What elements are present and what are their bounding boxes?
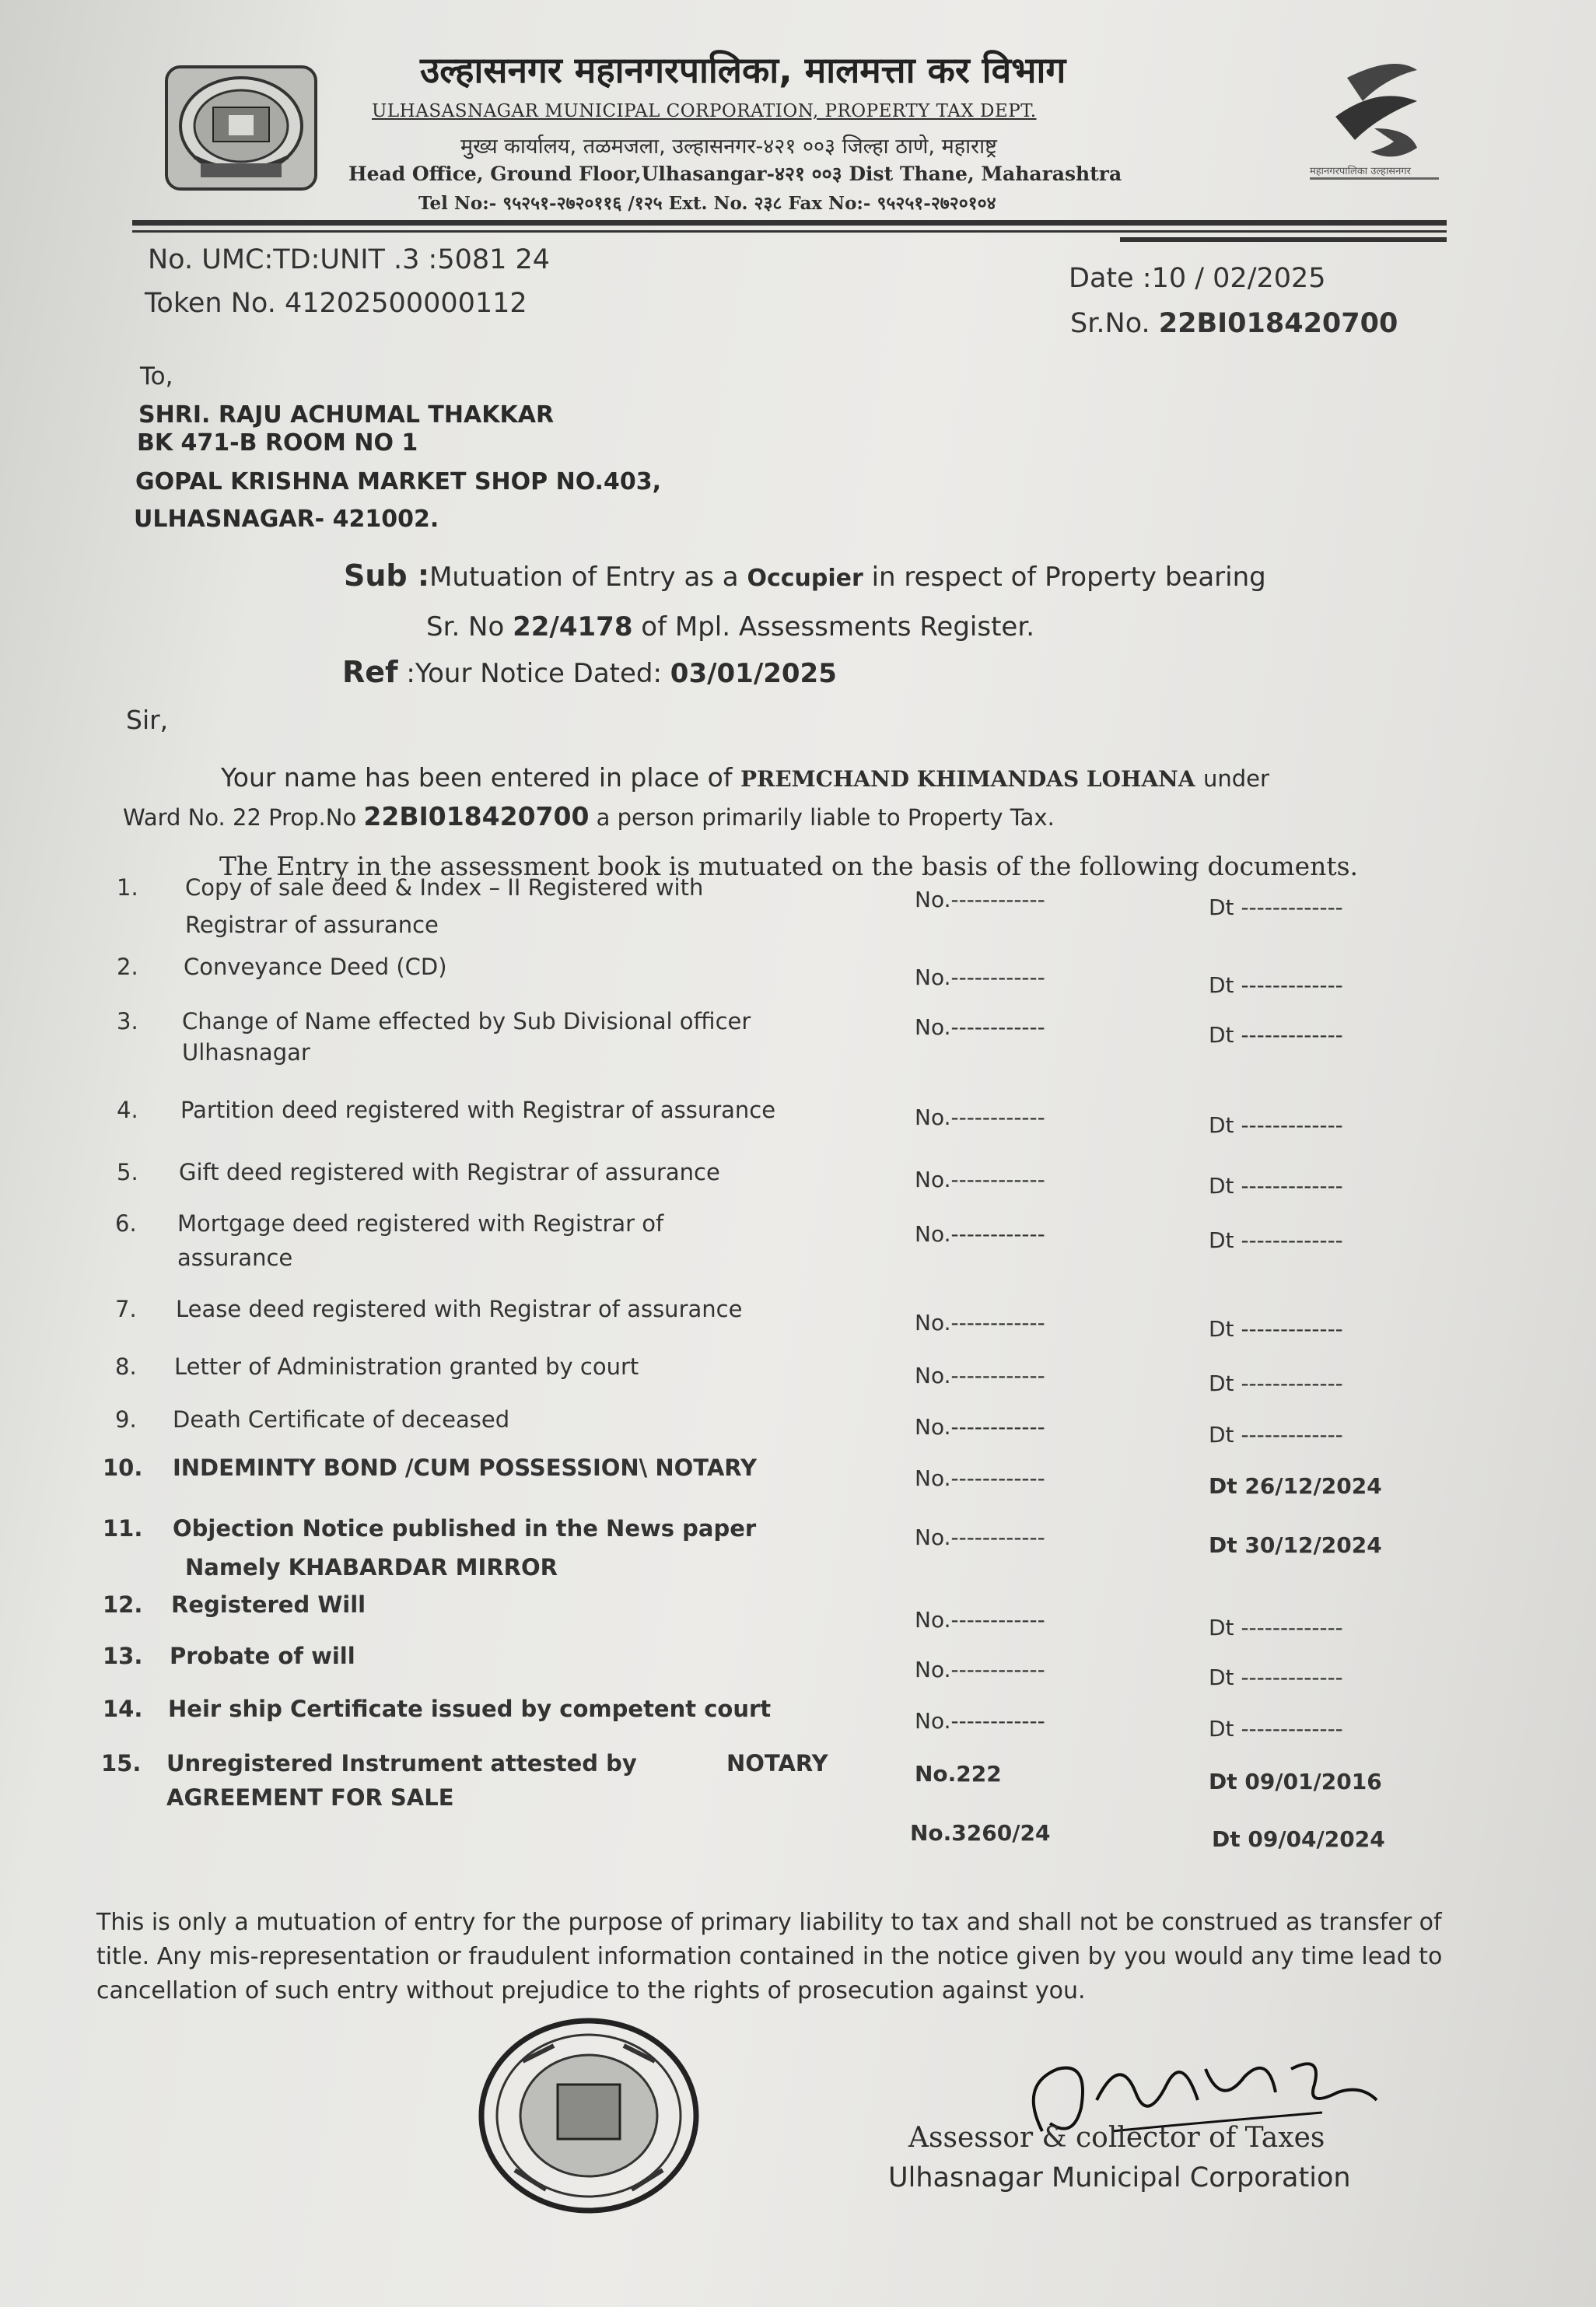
header-rule-right [1120,237,1447,242]
body-p1-text-b: under [1203,765,1269,792]
document-item-description-cont: assurance [177,1245,293,1271]
subject-occupier: Occupier [747,565,863,592]
document-item-description: Copy of sale deed & Index – II Registered with [185,874,704,901]
body-paragraph-line2 [123,801,1055,831]
serial-label: Sr.No. [1070,308,1150,339]
document-item-number: 8. [115,1353,137,1380]
serial-number [1070,308,1398,339]
document-item-number-field: No.------------ [915,1708,1045,1734]
reference-number: No. UMC:TD:UNIT .3 :5081 24 [148,244,551,275]
document-item-number-field: No.------------ [915,964,1045,990]
document-item-number: 3. [117,1008,138,1034]
recipient-address-line3: ULHASNAGAR- 421002. [134,506,439,533]
document-item-number: 7. [115,1296,137,1322]
document-item-number: 5. [117,1159,138,1185]
salutation: Sir, [126,705,169,735]
document-item-number: 14. [103,1696,143,1722]
subject-line2 [426,611,1034,642]
serial-value: 22BI018420700 [1158,308,1398,339]
document-item-date-field: Dt 30/12/2024 [1209,1532,1382,1558]
header-telephone: Tel No:- ९५२५१-२७२०११६ /१२५ Ext. No. २३८ Fax No:- ९५२५१-२७२०१०४ [418,193,996,214]
document-item-description: Probate of will [170,1643,355,1669]
document-item-number-field-2: No.3260/24 [910,1820,1051,1846]
document-item-description: Gift deed registered with Registrar of assurance [179,1159,720,1185]
subject-sr-value: 22/4178 [513,611,633,642]
document-item-date-field: Dt ------------- [1209,1112,1343,1138]
document-item-description: Objection Notice published in the News paper [173,1515,757,1542]
document-item-description: Heir ship Certificate issued by competent court [168,1696,772,1722]
document-item-number: 9. [115,1406,137,1433]
header-address-english: Head Office, Ground Floor,Ulhasangar-४२१ ००३ Dist Thane, Maharashtra [348,163,1122,185]
document-item-description: Death Certificate of deceased [173,1406,510,1433]
document-item-description: Conveyance Deed (CD) [184,954,447,980]
document-item-description: INDEMINTY BOND /CUM POSSESSION\ NOTARY [173,1455,758,1481]
document-item-number-field: No.------------ [915,1104,1045,1130]
document-item-number-field: No.------------ [915,1167,1045,1192]
document-item-number: 11. [103,1515,143,1542]
reference-text: :Your Notice Dated: [406,658,662,689]
document-item-date-field: Dt 26/12/2024 [1209,1473,1382,1499]
signatory-title: Assessor & collector of Taxes [908,2122,1325,2154]
signatory-organization: Ulhasnagar Municipal Corporation [888,2162,1351,2193]
document-item-number: 12. [103,1591,143,1618]
document-item-description-cont: Registrar of assurance [185,912,439,938]
header-address-marathi: मुख्य कार्यालय, तळमजला, उल्हासनगर-४२१ ००३ जिल्हा ठाणे, महाराष्ट्र [460,135,997,159]
subject-register: of Mpl. Assessments Register. [641,611,1034,642]
document-item-date-field-2: Dt 09/04/2024 [1212,1826,1385,1852]
document-item-attester: NOTARY [726,1750,828,1777]
document-item-number-field: No.------------ [915,1525,1045,1550]
header-rule-thin [132,230,1447,233]
document-item-number-field: No.------------ [915,1310,1045,1336]
document-item-date-field: Dt ------------- [1209,1422,1343,1448]
previous-owner-name: PREMCHAND KHIMANDAS LOHANA [740,766,1195,792]
subject-text-b: in respect of Property bearing [871,562,1266,593]
document-item-number-field: No.------------ [915,1465,1045,1491]
letter-date: Date :10 / 02/2025 [1069,263,1326,294]
document-item-description: Unregistered Instrument attested by [166,1750,637,1777]
document-item-description: Letter of Administration granted by court [174,1353,639,1380]
document-item-number: 1. [117,874,138,901]
to-label: To, [140,362,173,390]
header-rule-thick [132,220,1447,226]
document-item-description: Mortgage deed registered with Registrar of [177,1210,664,1237]
document-item-description: Registered Will [171,1591,366,1618]
document-item-date-field: Dt ------------- [1209,1371,1343,1396]
body-paragraph-line3: The Entry in the assessment book is mutuated on the basis of the following documents. [219,851,1359,881]
document-item-number-field: No.------------ [915,1414,1045,1440]
document-item-date-field: Dt ------------- [1209,1316,1343,1342]
document-item-number: 4. [117,1097,138,1123]
recipient-address-line2: GOPAL KRISHNA MARKET SHOP NO.403, [135,468,661,495]
property-number: 22BI018420700 [363,801,590,831]
document-item-date-field: Dt ------------- [1209,1022,1343,1048]
recipient-name: SHRI. RAJU ACHUMAL THAKKAR [138,401,555,429]
document-item-date-field: Dt ------------- [1209,894,1343,920]
token-number: Token No. 41202500000112 [145,288,527,319]
document-item-date-field: Dt ------------- [1209,1227,1343,1253]
document-item-number-field: No.------------ [915,887,1045,912]
subject-sr-label: Sr. No [426,611,505,642]
subject-line1 [344,558,1266,593]
document-item-description: Lease deed registered with Registrar of assurance [176,1296,743,1322]
umc-emblem-logo [163,64,319,192]
document-item-date-field: Dt ------------- [1209,1173,1343,1199]
document-item-description-cont: Namely KHABARDAR MIRROR [185,1554,558,1581]
document-item-date-field: Dt ------------- [1209,1716,1343,1742]
subject-text-a: Mutuation of Entry as a [429,562,739,593]
document-item-number-field: No.------------ [915,1607,1045,1633]
subject-label: Sub : [344,558,430,593]
document-item-number: 6. [115,1210,137,1237]
document-item-number: 13. [103,1643,143,1669]
document-item-number-field: No.------------ [915,1363,1045,1388]
document-item-date-field: Dt ------------- [1209,1665,1343,1690]
body-paragraph-line1 [221,762,1269,793]
reference-label: Ref [342,655,398,689]
header-title-english: ULHASASNAGAR MUNICIPAL CORPORATION, PROPERTY TAX DEPT. [372,101,1037,121]
document-item-date-field: Dt ------------- [1209,1615,1343,1640]
document-item-description: Change of Name effected by Sub Divisional officer [182,1008,751,1034]
document-item-number: 10. [103,1455,143,1481]
body-p1-text-a: Your name has been entered in place of [221,762,733,793]
recipient-address-line1: BK 471-B ROOM NO 1 [137,429,418,457]
document-item-description-cont: Ulhasnagar [182,1039,310,1066]
reference-date: 03/01/2025 [670,658,837,689]
body-p2-text-b: a person primarily liable to Property Tax. [596,804,1055,831]
document-item-number: 2. [117,954,138,980]
document-item-date-field: Dt 09/01/2016 [1209,1769,1382,1794]
document-item-number: 15. [101,1750,142,1777]
document-item-number-field: No.------------ [915,1014,1045,1040]
right-logo-caption: महानगरपालिका उल्हासनगर [1310,166,1411,177]
document-item-date-field: Dt ------------- [1209,972,1343,998]
disclaimer-note: This is only a mutuation of entry for the purpose of primary liability to tax and shall not be construed as transfer of title. Any mis-representation or fraudulent information contained in the notice given by you would any time lead to cancellation of such entry without prejudice to the rights of prosecution against you. [96,1909,1443,2004]
document-item-description: Partition deed registered with Registrar of assurance [180,1097,776,1123]
document-item-number-field: No.------------ [915,1221,1045,1247]
header-title-marathi: उल्हासनगर महानगरपालिका, मालमत्ता कर विभाग [420,49,1066,91]
reference-line [342,655,837,689]
document-item-number-field: No.222 [915,1761,1002,1787]
official-seal-stamp [476,2015,702,2217]
document-item-number-field: No.------------ [915,1657,1045,1682]
document-item-description-cont: AGREEMENT FOR SALE [166,1784,454,1811]
body-p2-text-a: Ward No. 22 Prop.No [123,804,357,831]
